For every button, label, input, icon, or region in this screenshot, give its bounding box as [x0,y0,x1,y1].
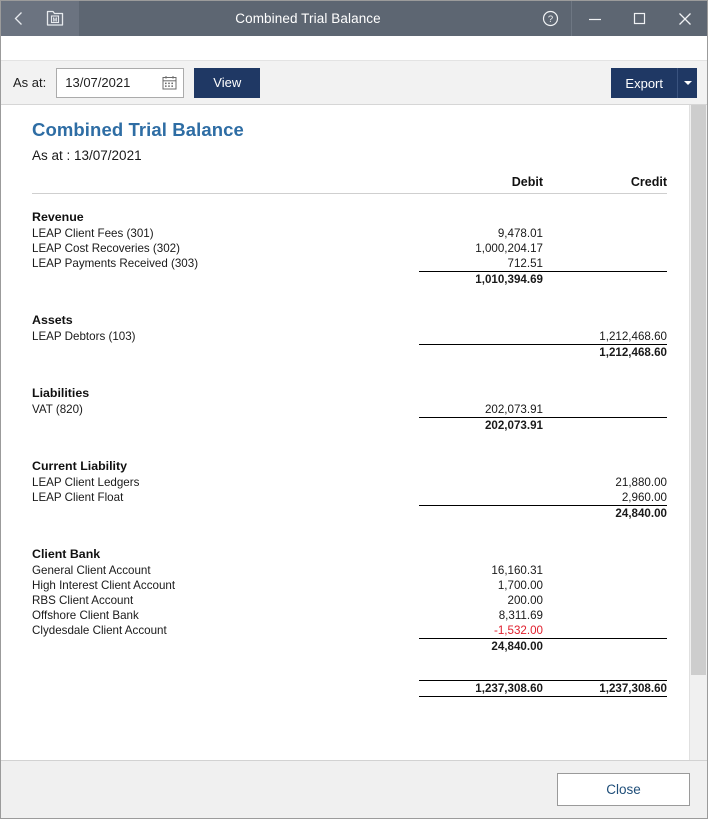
section-total-row [32,506,667,522]
section-header-row [32,210,667,226]
row-debit: 8,311.69 [498,609,543,622]
table-row [32,623,667,639]
row-credit [543,256,667,272]
trial-balance-table [32,175,667,697]
export-button[interactable]: Export [611,68,677,98]
report-content [1,119,689,697]
minimize-icon [588,13,602,25]
row-label: Offshore Client Bank [32,609,139,622]
row-credit: 21,880.00 [615,476,667,489]
row-debit: 202,073.91 [419,402,543,418]
table-row [32,329,667,345]
section-total-debit [419,345,543,361]
close-window-button[interactable] [662,1,707,36]
section-total-row [32,639,667,655]
row-label: LEAP Cost Recoveries (302) [32,242,180,255]
sub-header-strip [1,36,707,61]
spacer-row [32,194,667,211]
row-debit: 16,160.31 [491,564,543,577]
close-button[interactable]: Close [557,773,690,806]
as-at-date-field[interactable] [56,68,184,98]
row-label: High Interest Client Account [32,579,176,592]
report-toolbar [1,61,707,105]
row-debit: -1,532.00 [419,623,543,639]
report-scroll-viewport [1,105,689,760]
minimize-button[interactable] [572,1,617,36]
report-title: Combined Trial Balance [32,119,244,140]
row-debit [419,490,543,506]
footer-bar [1,760,707,818]
section-total-debit [419,506,543,522]
row-debit: 712.51 [419,256,543,272]
section-name: Assets [32,313,73,327]
row-credit [543,593,667,608]
row-credit: 1,212,468.60 [543,329,667,345]
row-credit [543,578,667,593]
table-row [32,475,667,490]
table-row [32,563,667,578]
section-name: Revenue [32,210,84,224]
title-bar [1,1,707,36]
row-credit [543,226,667,241]
chevron-left-icon [14,11,23,26]
row-credit [543,623,667,639]
as-at-date-value: 13/07/2021 [65,75,131,90]
title-bar-left-group [1,1,79,36]
table-row [32,608,667,623]
section-total-debit: 24,840.00 [491,640,543,653]
row-label: LEAP Client Float [32,491,124,505]
section-total-row [32,418,667,434]
spacer-row [32,433,667,459]
section-total-credit [543,272,667,288]
grand-total-row [32,681,667,697]
matter-folder-icon [44,9,66,28]
spacer-row [32,360,667,386]
row-debit [419,475,543,490]
row-credit: 2,960.00 [543,490,667,506]
vertical-scrollbar-thumb[interactable] [691,105,706,675]
section-total-credit [543,639,667,655]
table-row [32,578,667,593]
row-label: LEAP Client Ledgers [32,476,140,489]
table-row [32,226,667,241]
chevron-down-icon [684,81,692,85]
spacer-row [32,654,667,681]
row-credit [543,402,667,418]
view-button[interactable]: View [194,68,260,98]
help-button[interactable] [529,1,572,36]
row-label: RBS Client Account [32,594,134,607]
spacer-row [32,521,667,547]
row-label: Clydesdale Client Account [32,624,167,638]
section-header-row [32,313,667,329]
maximize-icon [633,12,646,25]
as-at-label: As at: [13,75,47,90]
export-button-group [611,68,697,98]
section-name: Liabilities [32,386,90,400]
back-button[interactable] [1,1,35,36]
row-credit [543,241,667,256]
row-debit: 1,700.00 [497,579,543,592]
window-controls [529,1,707,36]
section-total-credit: 1,212,468.60 [599,346,667,359]
row-credit [543,608,667,623]
report-area [1,105,707,760]
vertical-scrollbar[interactable] [689,105,707,760]
table-row [32,241,667,256]
section-total-debit: 1,010,394.69 [475,273,543,286]
help-circle-icon [542,10,559,27]
column-header-description [32,175,419,194]
row-label: General Client Account [32,564,151,577]
section-name: Current Liability [32,459,128,473]
grand-total-credit: 1,237,308.60 [543,681,667,697]
section-total-row [32,345,667,361]
table-row [32,402,667,418]
column-header-credit: Credit [543,175,667,194]
section-total-credit [543,418,667,434]
column-header-debit: Debit [419,175,543,194]
section-name: Client Bank [32,547,101,561]
row-label: LEAP Debtors (103) [32,330,136,344]
maximize-button[interactable] [617,1,662,36]
table-row [32,593,667,608]
row-debit: 200.00 [507,594,543,607]
section-total-debit: 202,073.91 [484,419,543,432]
row-label: VAT (820) [32,403,83,417]
close-icon [678,12,692,26]
grand-total-debit: 1,237,308.60 [419,681,543,697]
row-debit: 9,478.01 [497,227,543,240]
report-subtitle: As at : 13/07/2021 [32,148,142,163]
section-total-row [32,272,667,288]
table-row [32,490,667,506]
row-label: LEAP Payments Received (303) [32,257,199,271]
row-label: LEAP Client Fees (301) [32,227,154,240]
export-dropdown-button[interactable] [677,68,697,98]
section-header-row [32,459,667,475]
svg-text:?: ? [547,14,553,25]
table-header-row [32,175,667,194]
row-credit [543,563,667,578]
row-debit [419,329,543,345]
section-total-credit: 24,840.00 [615,507,667,520]
spacer-row [32,287,667,313]
svg-text:M: M [52,17,58,24]
section-header-row [32,547,667,563]
table-row [32,256,667,272]
section-header-row [32,386,667,402]
calendar-icon[interactable] [162,75,177,90]
window-title: Combined Trial Balance [235,11,381,26]
app-icon-button[interactable] [35,1,75,36]
row-debit: 1,000,204.17 [475,242,543,255]
